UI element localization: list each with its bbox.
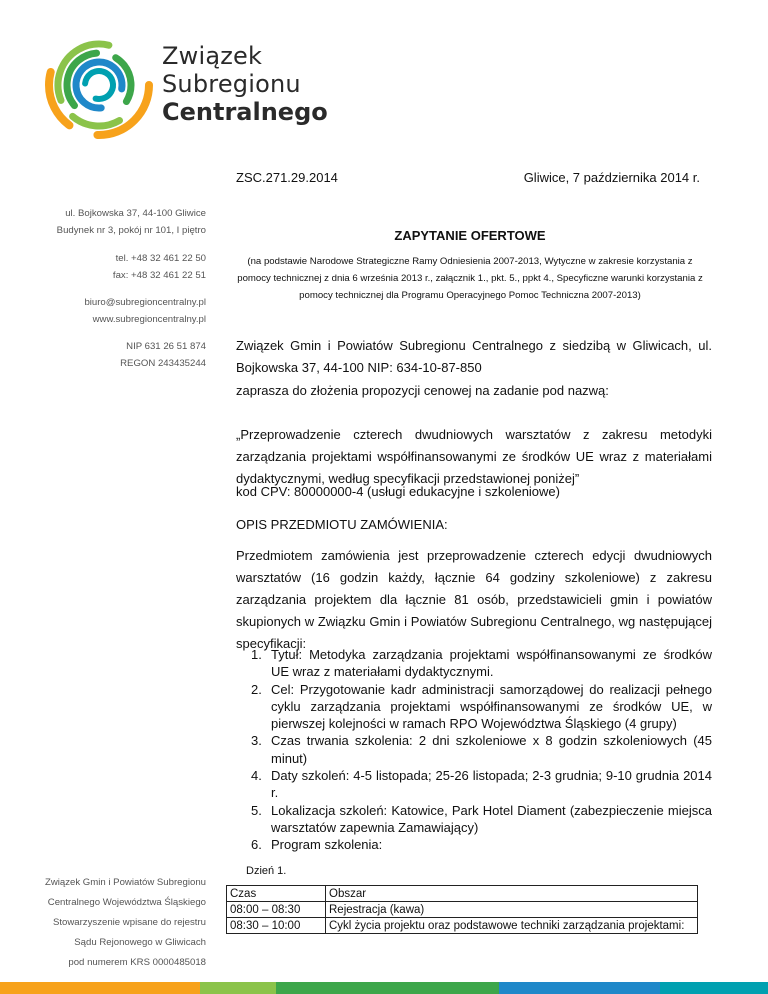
task-name-paragraph: „Przeprowadzenie czterech dwudniowych warsztatów z zakresu metodyki zarządzania projektami współfinansowanymi ze środków UE wraz z materiałami dydaktycznymi, według specyfikacji przedstawionej poniżej” (236, 427, 712, 486)
sidebar-contact (84, 294, 206, 328)
list-item (236, 681, 712, 733)
bottom-color-bar (0, 982, 768, 994)
table-header-area: Obszar (326, 886, 698, 902)
footer-line: Sądu Rejonowego w Gliwicach (74, 937, 206, 948)
list-number: 6. (251, 837, 262, 853)
organization-name (162, 42, 328, 126)
invitation-paragraph: zaprasza do złożenia propozycji cenowej na zadanie pod nazwą: (236, 383, 609, 398)
list-number: 5. (251, 802, 262, 818)
address-line-2: Budynek nr 3, pokój nr 101, I piętro (56, 225, 206, 236)
table-header-time: Czas (227, 886, 326, 902)
list-text: Daty szkoleń: 4-5 listopada; 25-26 listopada; 2-3 grudnia; 9-10 grudnia 2014 r. (271, 768, 712, 801)
list-item (236, 767, 712, 802)
regon-number: REGON 243435244 (120, 358, 206, 369)
bar-segment (200, 982, 277, 994)
bar-segment (499, 982, 660, 994)
specification-list (236, 646, 712, 854)
subject-paragraph: Przedmiotem zamówienia jest przeprowadzenie czterech edycji dwudniowych warsztatów (16 godzin każdy, łącznie 64 godziny szkoleniowe) z zakresu zarządzania projektem dla łącznie 81 osób, przedstawicieli gmin i powiatów skupionych w Związku Gmin i Powiatów Subregionu Centralnego, wg następującej specyfikacji: (236, 548, 712, 651)
organization-logo (44, 30, 154, 140)
fax-number: fax: +48 32 461 22 51 (112, 270, 206, 281)
logo-line-3: Centralnego (162, 98, 328, 126)
list-item (236, 732, 712, 767)
section-heading: OPIS PRZEDMIOTU ZAMÓWIENIA: (236, 517, 448, 532)
website-link[interactable]: www.subregioncentralny.pl (92, 314, 206, 325)
list-item (236, 646, 712, 681)
footer-line: Centralnego Województwa Śląskiego (47, 897, 206, 908)
table-cell-area: Cykl życia projektu oraz podstawowe techniki zarządzania projektami: (326, 918, 698, 934)
bar-segment (276, 982, 499, 994)
logo-line-2: Subregionu (162, 70, 301, 98)
list-text: Program szkolenia: (271, 837, 383, 853)
document-date: Gliwice, 7 października 2014 r. (523, 170, 700, 185)
table-cell-time: 08:00 – 08:30 (227, 902, 326, 918)
sidebar-address (57, 205, 206, 239)
address-line-1: ul. Bojkowska 37, 44-100 Gliwice (65, 208, 206, 219)
list-text: Cel: Przygotowanie kadr administracji samorządowej do realizacji pełnego cyklu zarządzania projektami współfinansowanymi ze środków UE, w pierwszej kolejności w ramach RPO Województwa Śląskiego (4 grupy) (271, 681, 712, 732)
bar-segment (0, 982, 200, 994)
footer-line: pod numerem KRS 0000485018 (68, 957, 206, 968)
list-number: 2. (251, 681, 262, 697)
document-subtitle: (na podstawie Narodowe Strategiczne Ramy Odniesienia 2007-2013, Wytyczne w zakresie korzystania z pomocy technicznej z dnia 6 września 2013 r., załącznik 1., pkt. 5., ppkt 4., Specyficzne warunki korzystania z pomocy technicznej dla Programu Operacyjnego Pomoc Techniczna 2007-2013) (237, 256, 703, 301)
sidebar-ids (120, 338, 206, 372)
list-text: Tytuł: Metodyka zarządzania projektami współfinansowanymi ze środków UE wraz z materiałami dydaktycznymi. (271, 647, 712, 680)
schedule-table (226, 885, 698, 934)
table-row (227, 886, 698, 902)
list-number: 1. (251, 647, 262, 662)
table-cell-time: 08:30 – 10:00 (227, 918, 326, 934)
day-label: Dzień 1. (246, 865, 287, 877)
list-text: Lokalizacja szkoleń: Katowice, Park Hotel Diament (zabezpieczenie miejsca warsztatów zapewnia Zamawiający) (271, 802, 712, 835)
nip-number: NIP 631 26 51 874 (126, 341, 206, 352)
footer-line: Związek Gmin i Powiatów Subregionu (44, 877, 206, 888)
sidebar-phone (113, 250, 206, 284)
reference-number: ZSC.271.29.2014 (236, 170, 338, 185)
intro-paragraph: Związek Gmin i Powiatów Subregionu Centralnego z siedzibą w Gliwicach, ul. Bojkowska 37, 44-100 NIP: 634-10-87-850 (236, 338, 712, 375)
bar-segment (660, 982, 768, 994)
table-row (227, 902, 698, 918)
list-text: Czas trwania szkolenia: 2 dni szkoleniowe x 8 godzin szkoleniowych (45 minut) (271, 733, 712, 766)
footer-line: Stowarzyszenie wpisane do rejestru (52, 917, 206, 928)
email-link[interactable]: biuro@subregioncentralny.pl (84, 297, 206, 308)
table-cell-area: Rejestracja (kawa) (326, 902, 698, 918)
list-number: 3. (251, 733, 262, 749)
sidebar-footer (45, 873, 206, 973)
phone-number: tel. +48 32 461 22 50 (115, 253, 206, 264)
cpv-code: kod CPV: 80000000-4 (usługi edukacyjne i szkoleniowe) (236, 484, 560, 499)
logo-line-1: Związek (162, 42, 263, 70)
table-row (227, 918, 698, 934)
list-item (236, 836, 712, 853)
document-title: ZAPYTANIE OFERTOWE (394, 228, 546, 243)
list-number: 4. (251, 768, 262, 784)
list-item (236, 802, 712, 837)
